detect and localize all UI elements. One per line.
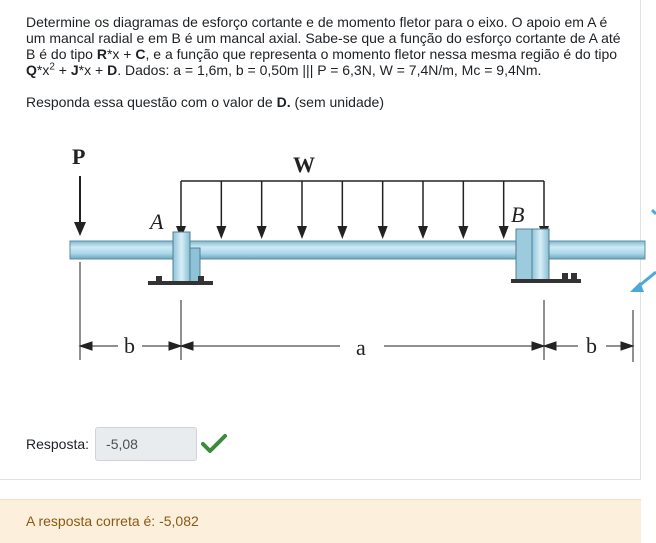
var-d: D bbox=[107, 62, 118, 78]
exponent: 2 bbox=[49, 61, 55, 73]
dim-label-b-left: b bbox=[124, 333, 135, 358]
load-w-arrowhead bbox=[499, 226, 509, 239]
label-b-support: B bbox=[511, 202, 525, 227]
answer-label: Resposta: bbox=[26, 436, 90, 452]
answer-row bbox=[26, 426, 227, 462]
question-prompt bbox=[26, 94, 384, 110]
shaft bbox=[70, 241, 645, 259]
dim-label-a: a bbox=[356, 335, 366, 360]
load-w-arrowhead bbox=[337, 226, 347, 239]
load-w-arrowhead bbox=[418, 226, 428, 239]
dim-label-b-right: b bbox=[586, 333, 597, 358]
load-w-arrowhead bbox=[458, 226, 468, 239]
var-r: R bbox=[96, 46, 107, 62]
load-p-arrowhead bbox=[74, 222, 86, 236]
question-part: + bbox=[54, 62, 71, 78]
load-w-arrowhead bbox=[297, 226, 307, 239]
answer-input[interactable] bbox=[95, 427, 197, 461]
question-data: . Dados: a = 1,6m, b = 0,50m ||| P = 6,3N, W = 7,4N/m, Mc = 9,4Nm. bbox=[117, 62, 542, 78]
var-q: Q bbox=[26, 62, 37, 78]
prompt-part: (sem unidade) bbox=[290, 94, 384, 110]
question-part: *x bbox=[36, 62, 50, 78]
question-part: *x + bbox=[78, 62, 108, 78]
var-j: J bbox=[70, 62, 79, 78]
load-w-arrowhead bbox=[216, 226, 226, 239]
load-w-arrowhead bbox=[257, 226, 267, 239]
question-text bbox=[26, 14, 626, 78]
correct-answer-text: A resposta correta é: -5,082 bbox=[26, 513, 199, 529]
load-w-arrowhead bbox=[378, 226, 388, 239]
label-w: W bbox=[293, 152, 315, 177]
prompt-part: Responda essa questão com o valor de bbox=[26, 94, 277, 110]
feedback-panel bbox=[0, 499, 641, 543]
shaft-figure bbox=[0, 140, 656, 400]
check-icon bbox=[201, 433, 227, 455]
question-part: , e a função que representa o momento fletor nessa mesma região é do tipo bbox=[145, 46, 618, 62]
question-part: *x + bbox=[106, 46, 136, 62]
var-c: C bbox=[135, 46, 146, 62]
moment-arrow-tail bbox=[652, 210, 656, 214]
label-a: A bbox=[150, 209, 164, 234]
distributed-load-arrows bbox=[176, 181, 549, 239]
label-p: P bbox=[72, 144, 86, 169]
question-part: Determine os diagramas de esforço cortante e de momento fletor para o eixo. O apoio em A é um mancal radial e em B é um mancal axial. Sabe-se que a função do esforço cortante de A até B é do tipo bbox=[26, 14, 621, 62]
prompt-var-d: D. bbox=[276, 94, 291, 110]
